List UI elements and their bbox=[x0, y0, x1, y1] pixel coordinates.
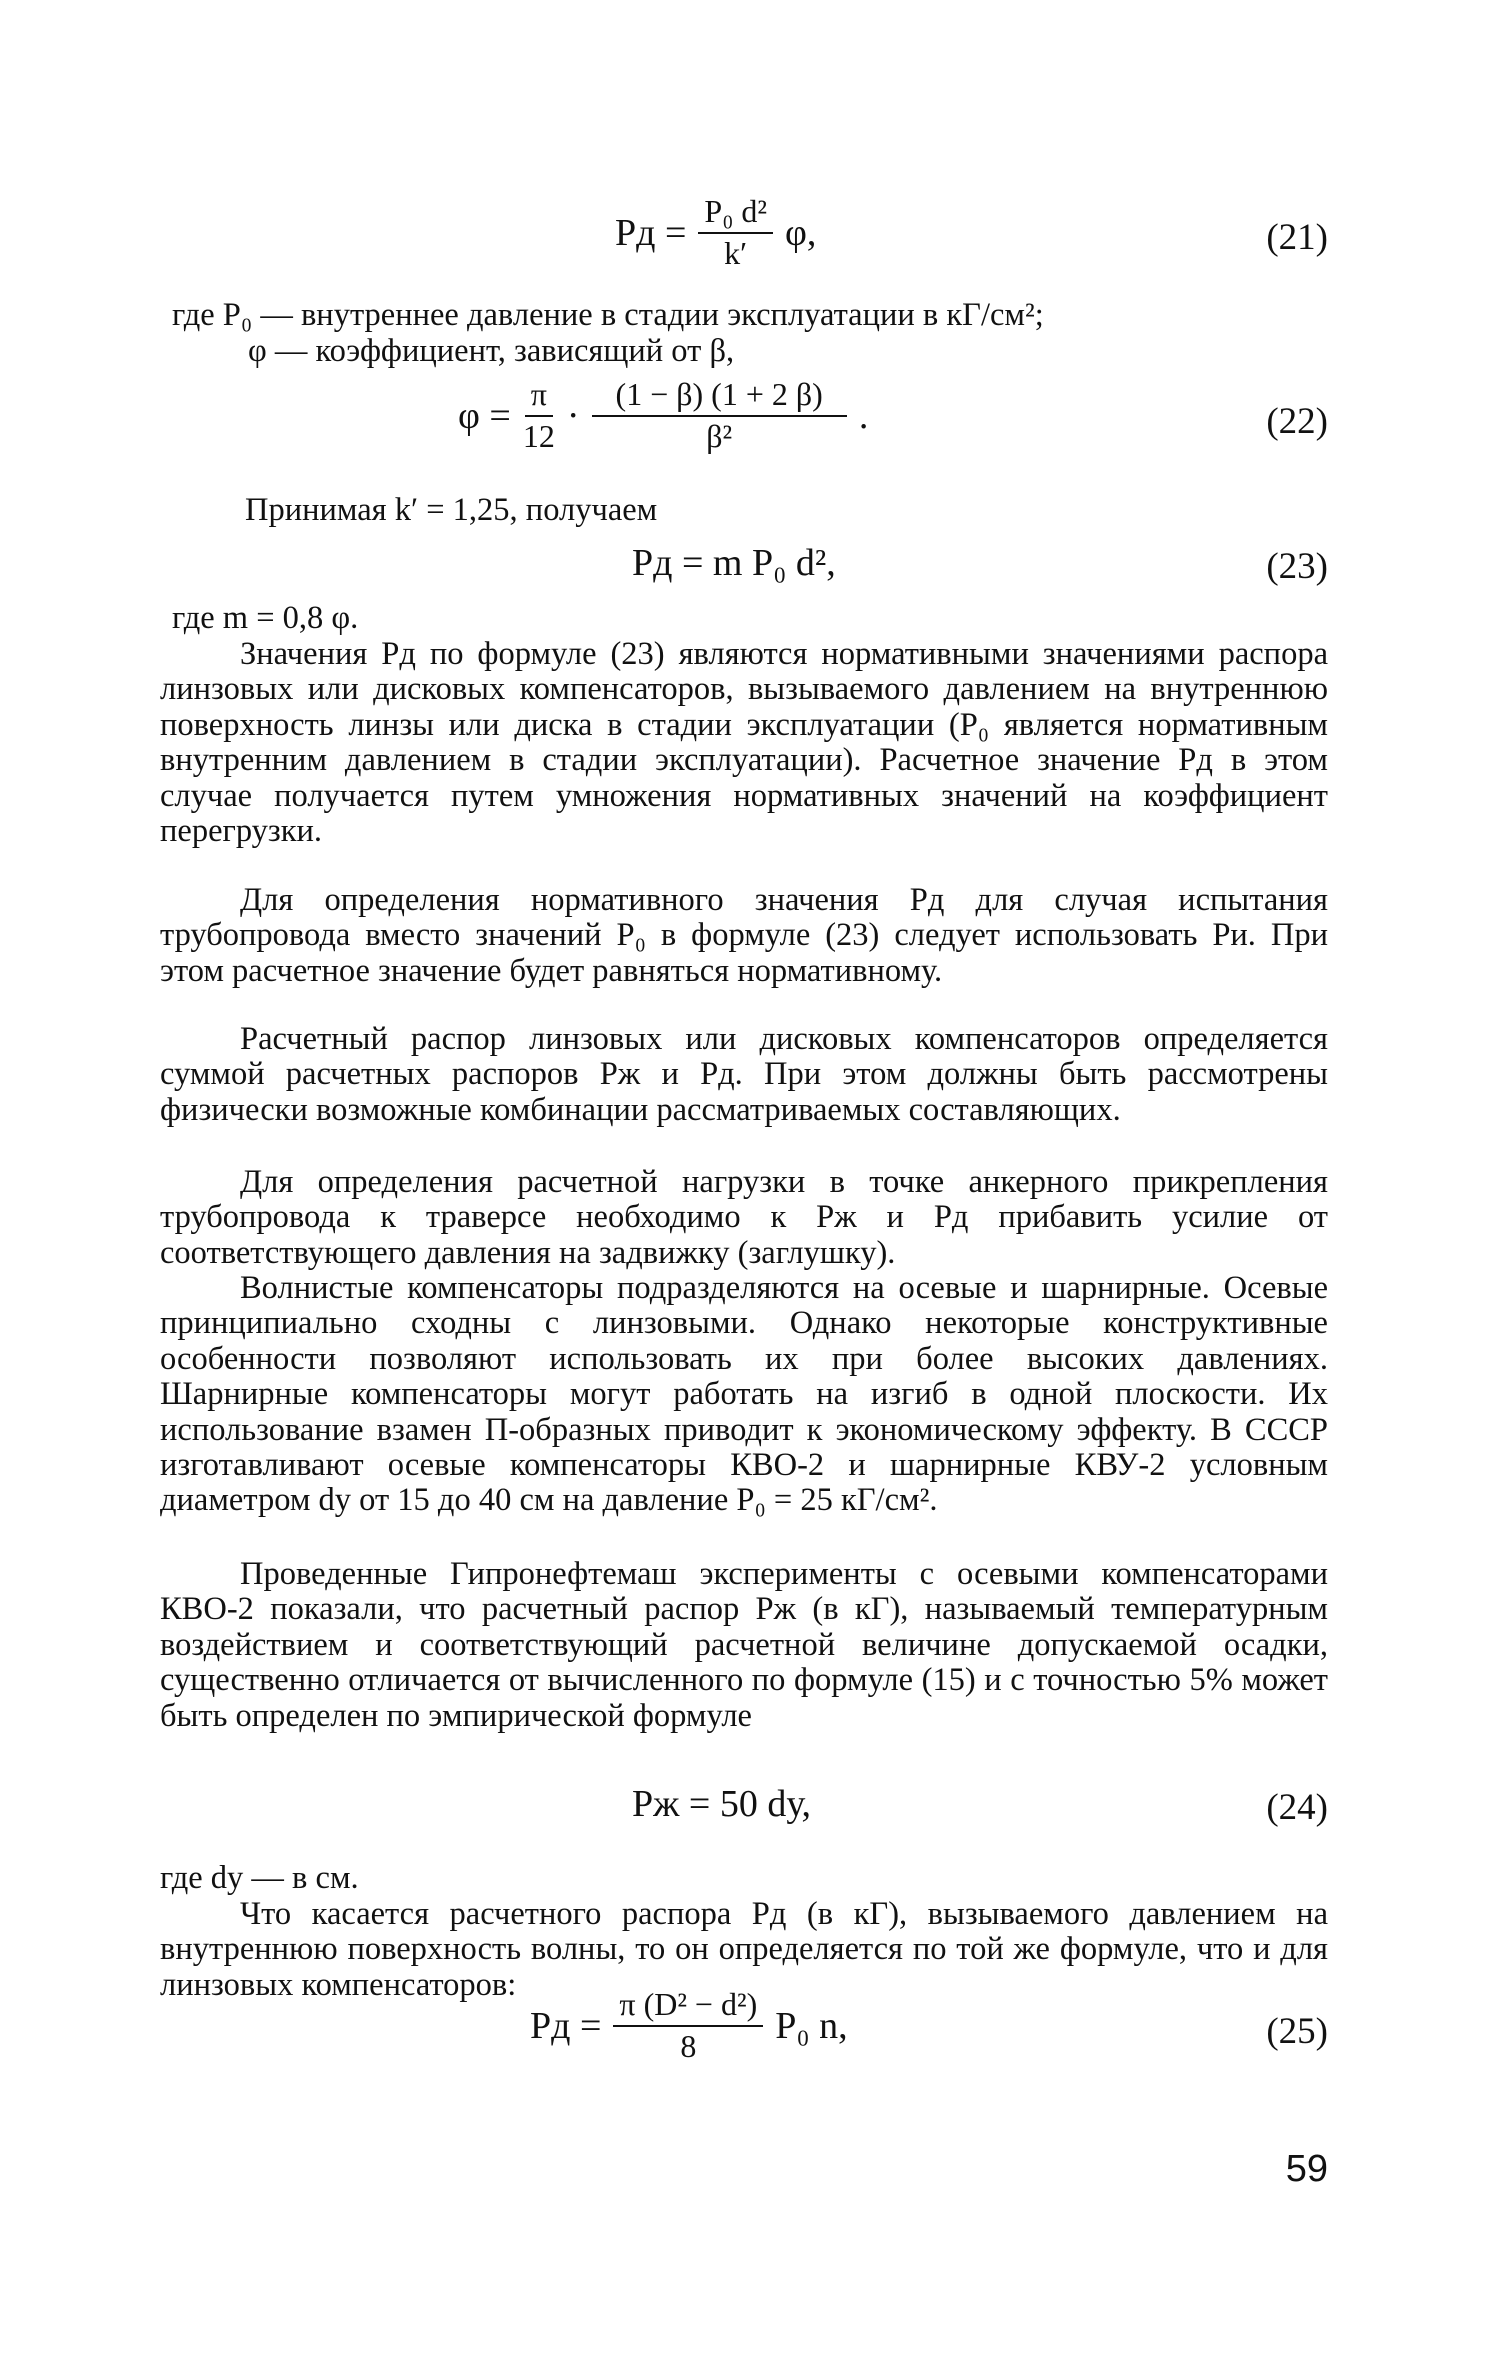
formula-22-numerator-1: π bbox=[525, 378, 553, 417]
formula-24 bbox=[632, 1785, 811, 1823]
formula-21-numerator: P₀ d² bbox=[698, 195, 773, 234]
formula-23-expr: Pд = m P₀ d², bbox=[632, 542, 836, 584]
formula-21-fraction bbox=[698, 195, 773, 270]
formula-25-rhs: P₀ n, bbox=[775, 2004, 848, 2047]
formula-22-dot: · bbox=[566, 394, 580, 437]
formula-22-fraction-1 bbox=[523, 378, 555, 453]
where-clause-23: где m = 0,8 φ. bbox=[172, 600, 359, 636]
formula-22-denominator-1: 12 bbox=[522, 417, 555, 454]
where-clause-21-phi: φ — коэффициент, зависящий от β, bbox=[248, 333, 735, 369]
equation-number-22: (22) bbox=[1266, 401, 1328, 442]
paragraph-2: Для определения нормативного значения Pд для случая испытания трубопровода вместо значений P₀ в формуле (23) следует использовать Pи. При этом расчетное значение будет равняться нормативному. bbox=[160, 882, 1328, 989]
formula-22 bbox=[458, 378, 868, 453]
paragraph-6: Проведенные Гипронефтемаш эксперименты с осевыми компенсаторами КВО-2 показали, что расчетный распор Pж (в кГ), называемый температурным воздействием и соответствующий расчетной величине допускаемой осадки, существенно отличается от вычисленного по формуле (15) и с точностью 5% может быть определен по эмпирической формуле bbox=[160, 1556, 1328, 1734]
where-clause-21: где P₀ — внутреннее давление в стадии эксплуатации в кГ/см²; bbox=[172, 297, 1044, 333]
formula-21-denominator: k′ bbox=[724, 234, 748, 271]
formula-24-expr: Pж = 50 dу, bbox=[632, 1783, 812, 1825]
paragraph-3: Расчетный распор линзовых или дисковых компенсаторов определяется суммой расчетных распоров Pж и Pд. При этом должны быть рассмотрены физически возможные комбинации рассматриваемых составляющих. bbox=[160, 1021, 1328, 1128]
formula-22-numerator-2: (1 − β) (1 + 2 β) bbox=[592, 378, 847, 417]
equation-number-21: (21) bbox=[1266, 217, 1328, 258]
formula-22-rhs: . bbox=[858, 394, 869, 437]
where-clause-24: где dу — в см. bbox=[160, 1860, 359, 1896]
formula-21 bbox=[615, 195, 816, 270]
paragraph-5: Волнистые компенсаторы подразделяются на осевые и шарнирные. Осевые принципиально сходны с линзовыми. Однако некоторые конструктивные особенности позволяют использовать их при более высоких давлениях. Шарнирные компенсаторы могут работать на изгиб в одной плоскости. Их использование взамен П-образных приводит к экономическому эффекту. В СССР изготавливают осевые компенсаторы КВО-2 и шарнирные КВУ-2 условным диаметром dу от 15 до 40 см на давление P₀ = 25 кГ/см². bbox=[160, 1270, 1328, 1519]
formula-25 bbox=[530, 1988, 848, 2063]
formula-21-lhs: Pд = bbox=[615, 211, 687, 254]
formula-25-numerator: π (D² − d²) bbox=[613, 1988, 763, 2027]
formula-22-denominator-2: β² bbox=[706, 417, 733, 454]
formula-22-lhs: φ = bbox=[458, 394, 511, 437]
formula-25-denominator: 8 bbox=[680, 2027, 697, 2064]
page-number: 59 bbox=[1285, 2148, 1328, 2190]
equation-number-25: (25) bbox=[1266, 2011, 1328, 2052]
formula-22-fraction-2 bbox=[592, 378, 847, 453]
formula-25-fraction bbox=[613, 1988, 763, 2063]
paragraph-1: Значения Pд по формуле (23) являются нормативными значениями распора линзовых или дисковых компенсаторов, вызываемого давлением на внутреннюю поверхность линзы или диска в стадии эксплуатации (P₀ является нормативным внутренним давлением в стадии эксплуатации). Расчетное значение Pд в этом случае получается путем умножения нормативных значений на коэффициент перегрузки. bbox=[160, 636, 1328, 850]
formula-25-lhs: Pд = bbox=[530, 2004, 602, 2047]
equation-number-24: (24) bbox=[1266, 1787, 1328, 1828]
paragraph-4: Для определения расчетной нагрузки в точке анкерного прикрепления трубопровода к траверсе необходимо к Pж и Pд прибавить усилие от соответствующего давления на задвижку (заглушку). bbox=[160, 1164, 1328, 1271]
equation-number-23: (23) bbox=[1266, 546, 1328, 587]
formula-23 bbox=[632, 544, 836, 582]
accept-line: Принимая k′ = 1,25, получаем bbox=[245, 492, 658, 528]
formula-21-rhs: φ, bbox=[784, 211, 817, 254]
paragraph-7: Что касается расчетного распора Pд (в кГ), вызываемого давлением на внутреннюю поверхность волны, то он определяется по той же формуле, что и для линзовых компенсаторов: bbox=[160, 1896, 1328, 2003]
